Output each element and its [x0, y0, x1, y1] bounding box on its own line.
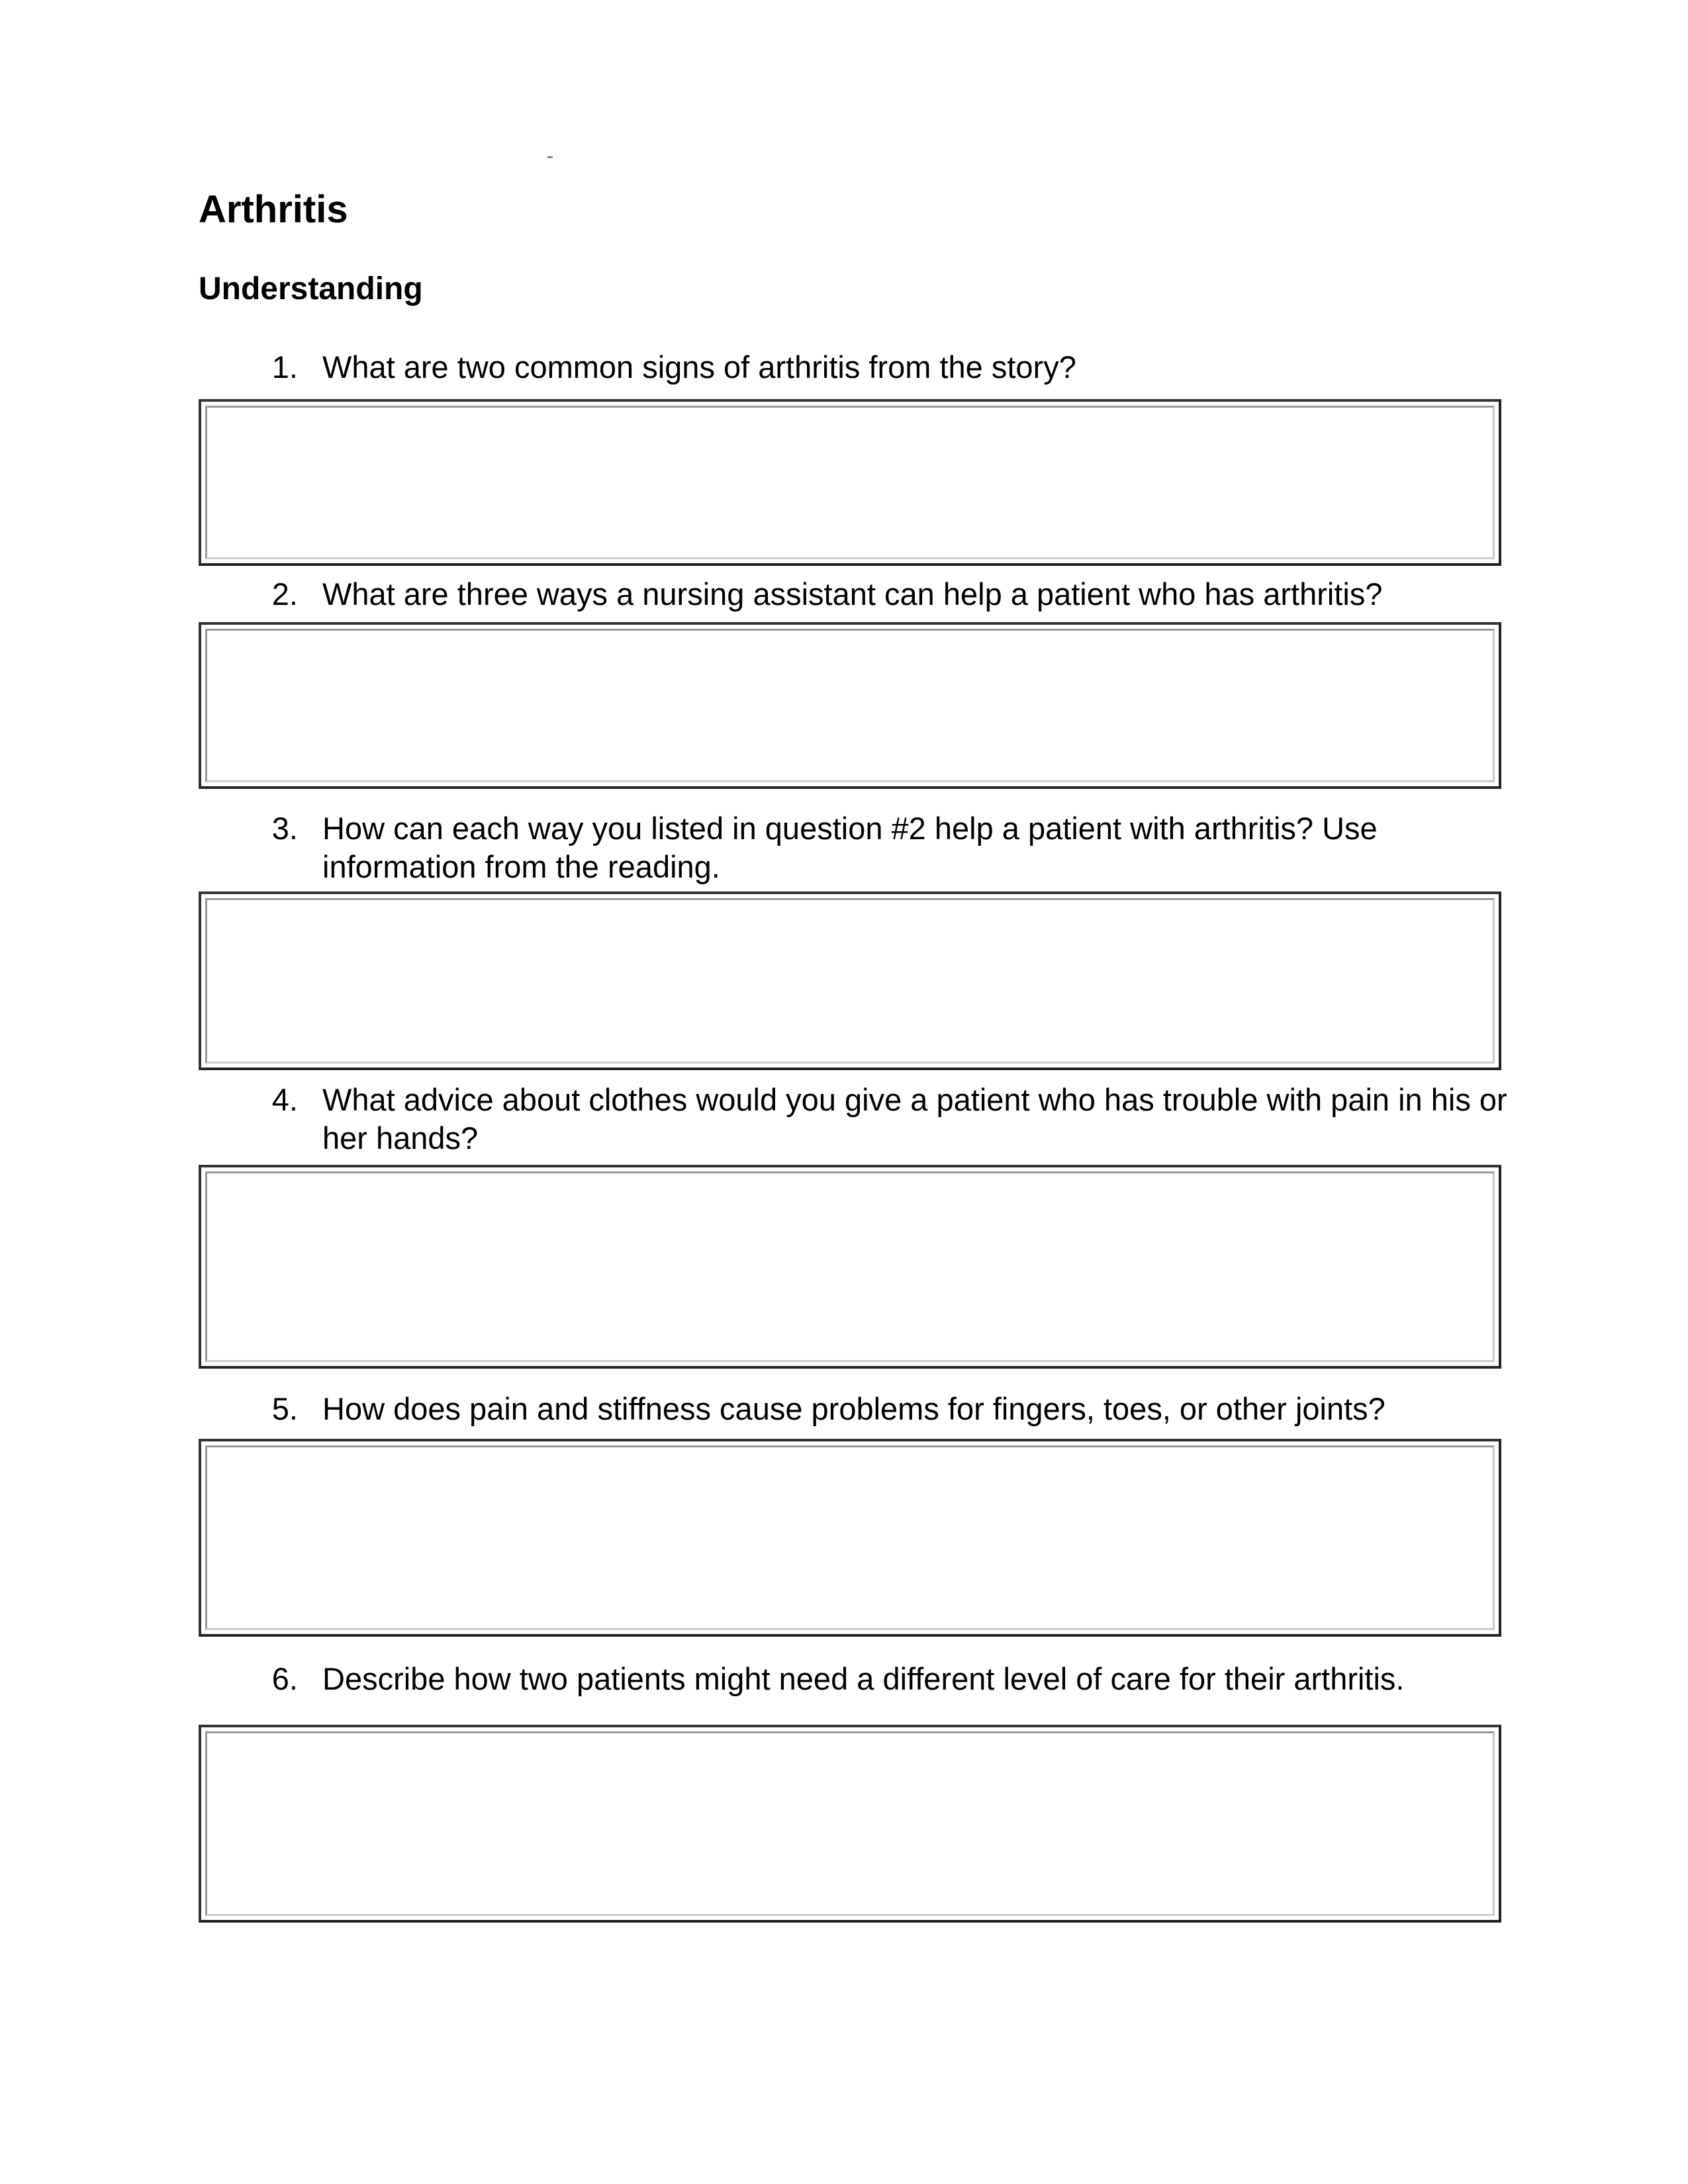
question-number: 2.: [271, 576, 298, 612]
question-number: 5.: [271, 1391, 298, 1426]
answer-box-6[interactable]: [199, 1725, 1501, 1923]
answer-input-1[interactable]: [205, 406, 1495, 559]
question-3: [245, 809, 1523, 886]
section-heading: Understanding: [199, 271, 423, 306]
question-text: What advice about clothes would you give a patient who has trouble with pain in his or her hands?: [322, 1082, 1507, 1156]
answer-box-4[interactable]: [199, 1165, 1501, 1369]
answer-input-3[interactable]: [205, 898, 1495, 1064]
question-number: 4.: [271, 1082, 298, 1117]
answer-box-2[interactable]: [199, 622, 1501, 789]
question-6: [245, 1660, 1523, 1698]
question-text: How can each way you listed in question #2 help a patient with arthritis? Use information from the reading.: [322, 811, 1378, 884]
question-number: 3.: [271, 811, 298, 846]
question-text: Describe how two patients might need a different level of care for their arthritis.: [322, 1661, 1405, 1696]
answer-box-1[interactable]: [199, 399, 1501, 566]
answer-input-6[interactable]: [205, 1731, 1495, 1916]
answer-input-4[interactable]: [205, 1171, 1495, 1362]
answer-input-5[interactable]: [205, 1445, 1495, 1630]
answer-box-3[interactable]: [199, 891, 1501, 1070]
question-2: [245, 575, 1523, 614]
page-mark: [547, 156, 553, 158]
question-number: 6.: [271, 1661, 298, 1696]
question-text: What are three ways a nursing assistant can help a patient who has arthritis?: [322, 576, 1383, 612]
question-4: [245, 1081, 1523, 1158]
question-1: [245, 348, 1523, 387]
question-text: What are two common signs of arthritis from the story?: [322, 349, 1076, 385]
question-text: How does pain and stiffness cause problems for fingers, toes, or other joints?: [322, 1391, 1385, 1426]
question-5: [245, 1390, 1523, 1428]
page-title: Arthritis: [199, 188, 348, 231]
answer-input-2[interactable]: [205, 629, 1495, 782]
answer-box-5[interactable]: [199, 1439, 1501, 1637]
question-number: 1.: [271, 349, 298, 385]
